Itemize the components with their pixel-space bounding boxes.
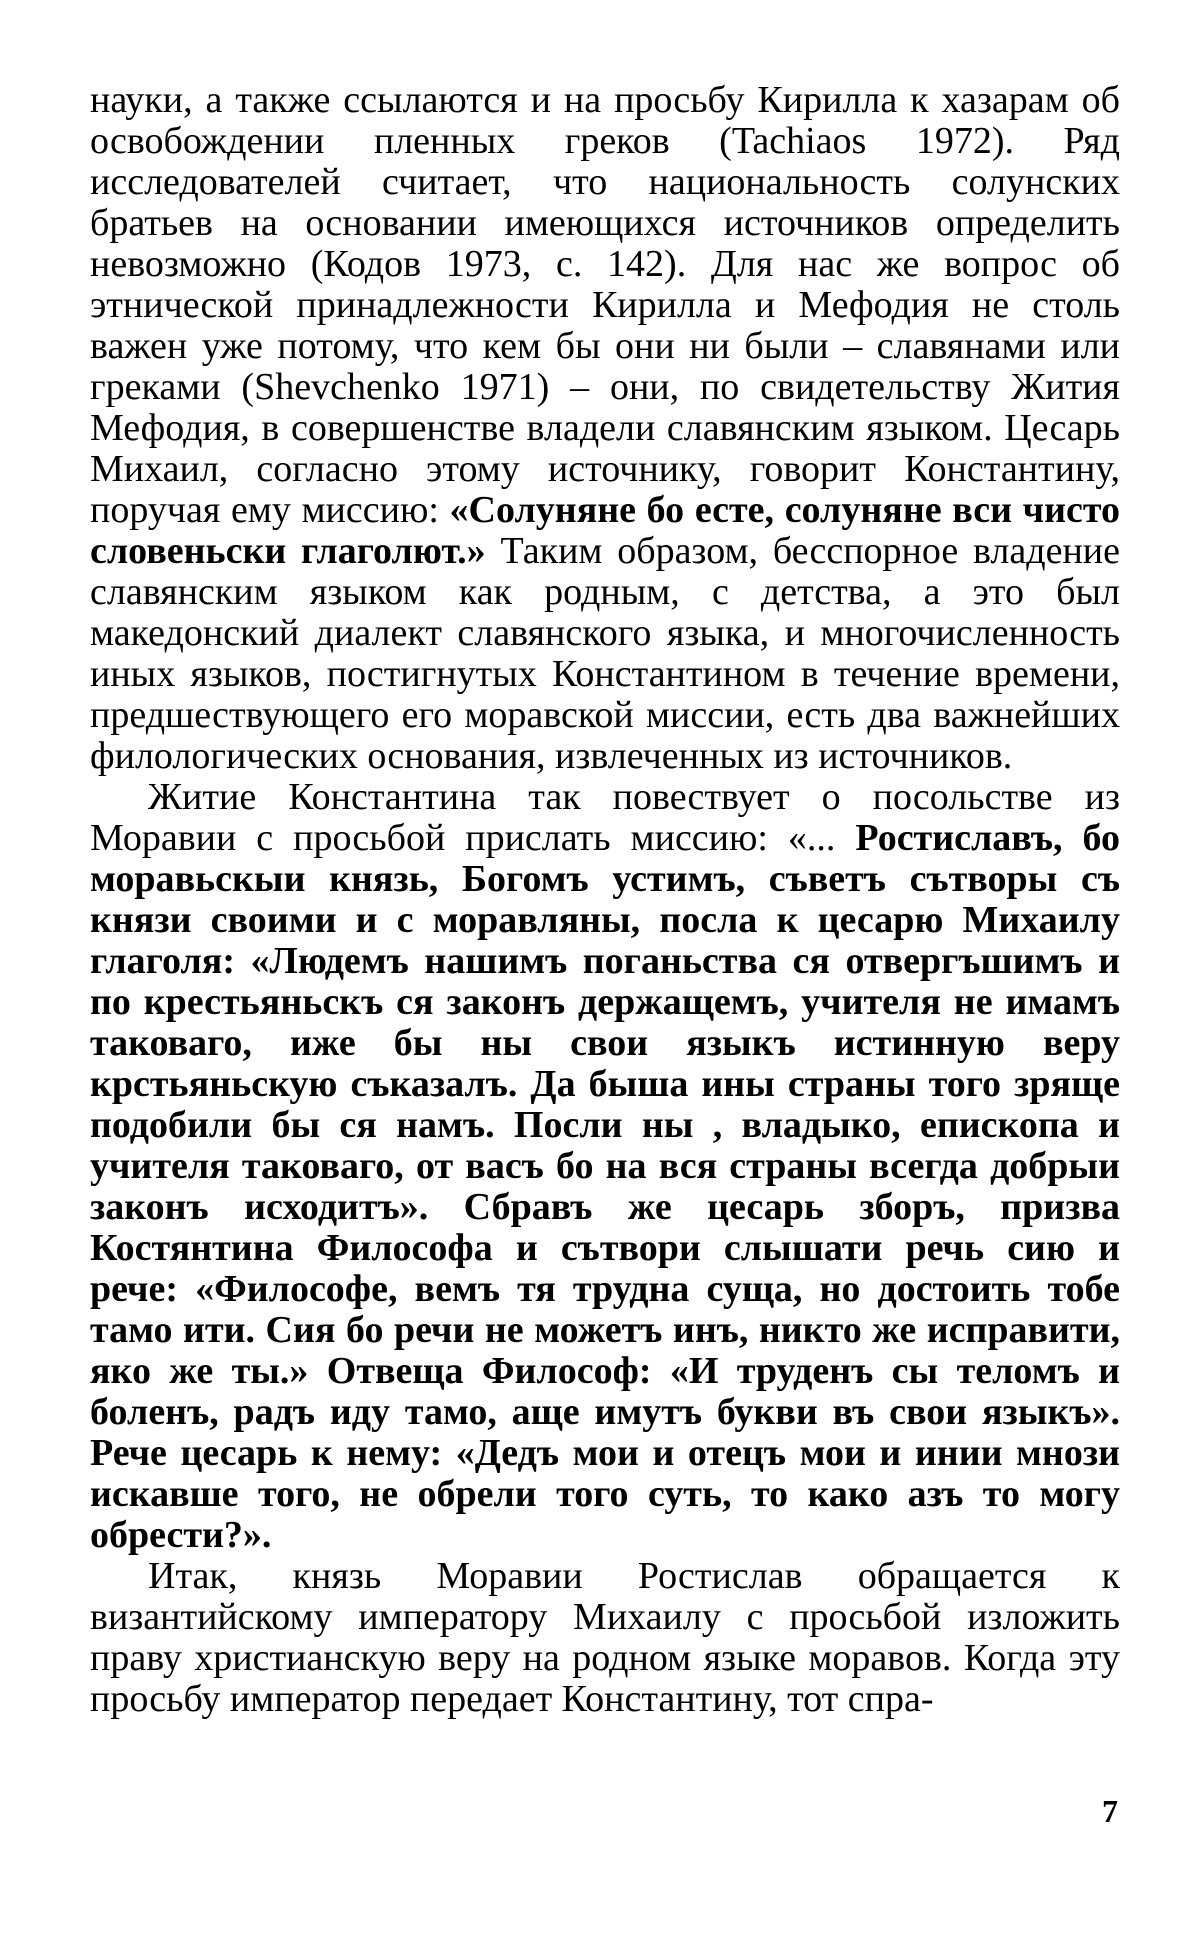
- page-body: [90, 80, 1120, 1720]
- paragraph-1-text-b: Таким образом, бесспорное владение славянским языком как родным, с детства, а это был македонский диалект славянского языка, и многочисленность иных языков, постигнутых Константином в течение времени, предшествующего его моравской миссии, есть два важнейших филологических основания, извлеченных из источников.: [90, 530, 1121, 777]
- paragraph-2-quote: Ростиславъ, бо моравьскыи князь, Богомъ устимъ, съветъ сътворы съ князи своими и с моравляны, посла к цесарю Михаилу глаголя: «Людемъ нашимъ поганьства ся отвергъшимъ и по крестьяньскъ ся законъ держащемъ, учителя не имамъ таковаго, иже бы ны свои языкъ истинную веру крстьяньскую съказалъ. Да быша ины страны того зряще подобили бы ся намъ. Посли ны , владыко, епископа и учителя таковаго, от васъ бо на вся страны всегда добрыи законъ исходитъ». Сбравъ же цесарь зборъ, призва Костянтина Философа и сътвори слышати речь сию и рече: «Философе, вемъ тя трудна суща, но достоить тобе тамо ити. Сия бо речи не можетъ инъ, никто же исправити, яко же ты.» Отвеща Философ: «И труденъ сы теломъ и боленъ, радъ иду тамо, аще имутъ букви въ свои языкъ». Рече цесарь к нему: «Дедъ мои и отецъ мои и инии мнози искавше того, не обрели того суть, то како азъ то могу обрести?».: [90, 817, 1121, 1556]
- paragraph-1: [90, 80, 1120, 777]
- paragraph-3-text: Итак, князь Моравии Ростислав обращается к византийскому императору Михаилу с просьбой изложить праву христианскую веру на родном языке моравов. Когда эту просьбу император передает Константину, тот спра-: [90, 1555, 1120, 1720]
- paragraph-2: [90, 777, 1120, 1556]
- paragraph-2-text-a: Житие Константина так повествует о посольстве из Моравии с просьбой прислать миссию: «...: [90, 776, 1120, 859]
- page-number: 7: [1102, 1793, 1118, 1829]
- paragraph-1-quote: «Солуняне бо есте, солуняне вси чисто словеньски глаголют.»: [90, 489, 1120, 572]
- paragraph-1-text-a: науки, а также ссылаются и на просьбу Кирилла к хазарам об освобождении пленных греков (Tachiaos 1972). Ряд исследователей считает, что национальность солунских братьев на основании имеющихся источников определить невозможно (Кодов 1973, с. 142). Для нас же вопрос об этнической принадлежности Кирилла и Мефодия не столь важен уже потому, что кем бы они ни были – славянами или греками (Shevchenko 1971) – они, по свидетельству Жития Мефодия, в совершенстве владели славянским языком. Цесарь Михаил, согласно этому источнику, говорит Константину, поручая ему миссию:: [90, 79, 1120, 531]
- paragraph-3: [90, 1556, 1120, 1720]
